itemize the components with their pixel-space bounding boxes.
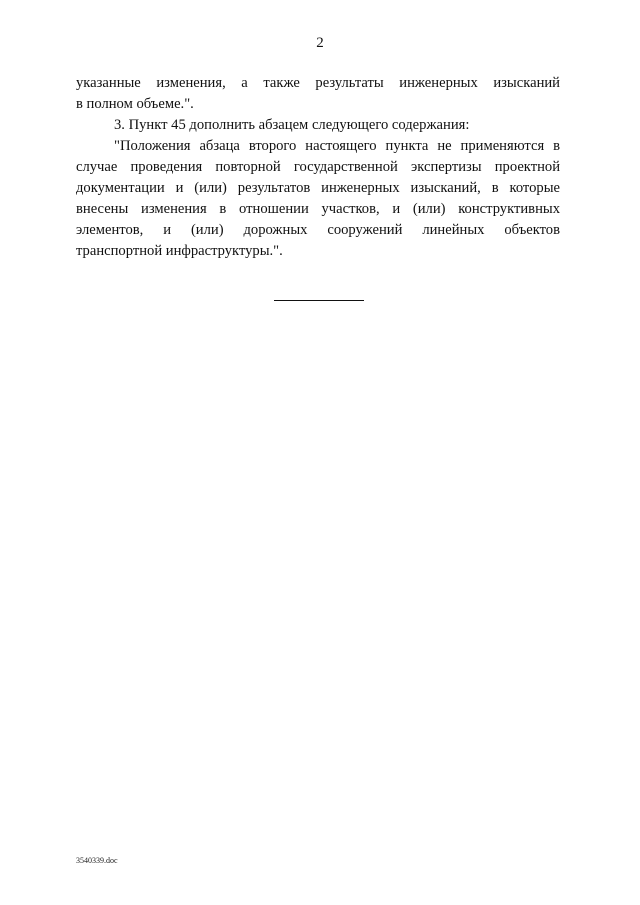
- text-line: указанные изменения, а также результаты инженерных изысканий: [76, 75, 560, 91]
- text-line: элементов, и (или) дорожных сооружений линейных объектов: [76, 222, 560, 238]
- paragraph-quote: [76, 136, 560, 262]
- text-line: документации и (или) результатов инженерных изысканий, в которые: [76, 180, 560, 196]
- text-line: "Положения абзаца второго настоящего пункта не применяются в: [114, 138, 560, 154]
- paragraph-item-3: [76, 115, 560, 136]
- text-line: внесены изменения в отношении участков, и (или) конструктивных: [76, 201, 560, 217]
- text-line: 3. Пункт 45 дополнить абзацем следующего содержания:: [114, 117, 470, 133]
- document-body: [76, 73, 560, 262]
- paragraph-continuation: [76, 73, 560, 115]
- page-number: 2: [316, 35, 324, 51]
- footer-file-name: 3540339.doc: [76, 856, 118, 865]
- end-separator-line: [274, 300, 364, 301]
- text-line: транспортной инфраструктуры.".: [76, 243, 283, 259]
- text-line: в полном объеме.".: [76, 96, 194, 112]
- text-line: случае проведения повторной государственной экспертизы проектной: [76, 159, 560, 175]
